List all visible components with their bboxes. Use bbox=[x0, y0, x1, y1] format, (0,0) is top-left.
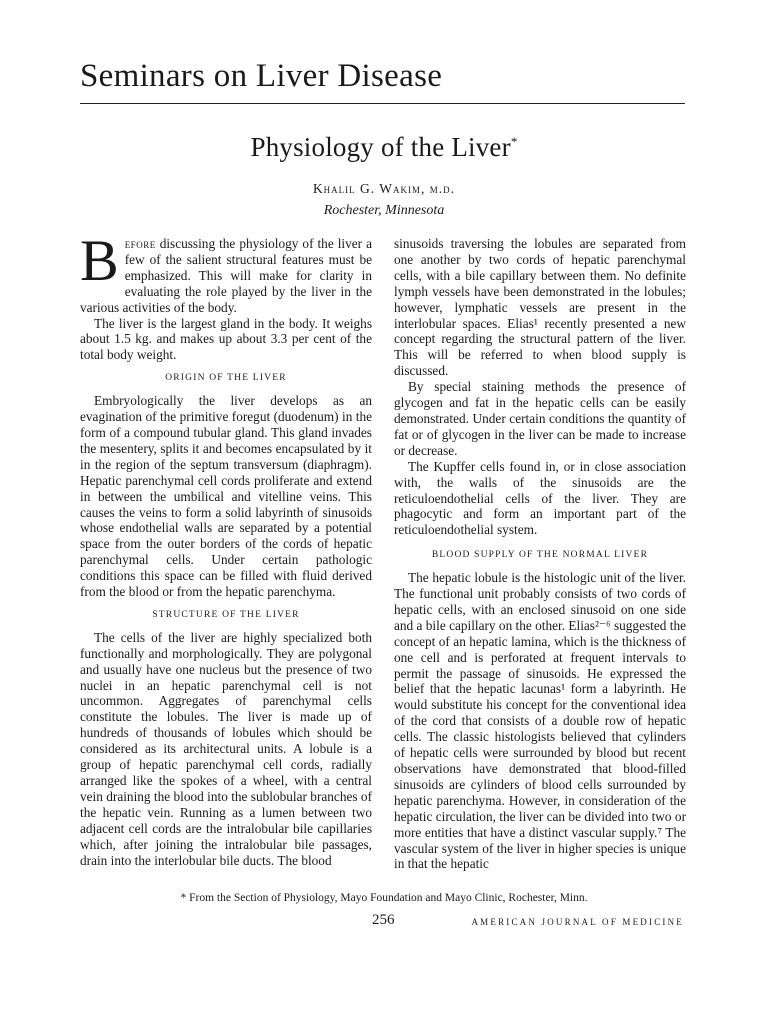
journal-title: Seminars on Liver Disease bbox=[80, 58, 443, 94]
paragraph-kupffer: The Kupffer cells found in, or in close association with, the walls of the sinusoids are the reticuloendothelial cells of the liver. They are phagocytic and form an important part of the reticuloendothelial system. bbox=[394, 458, 686, 538]
lead-word: efore bbox=[124, 236, 156, 251]
title-footnote-mark: * bbox=[510, 134, 518, 149]
article-title bbox=[0, 132, 768, 163]
paragraph-sinusoids: sinusoids traversing the lobules are separated from one another by two cords of hepatic parenchymal cells, with a bile capillary between them. No definite lymph vessels have been demonstrated in the lobules; however, lymphatic vessels are present in the interlobular spaces. Elias¹ recently presented a new concept regarding the structural pattern of the liver. This will be referred to when blood supply is discussed. bbox=[394, 236, 686, 379]
intro-text: discussing the physiology of the liver a few of the salient structural features must be emphasized. This will make for clarity in evaluating the role played by the liver in the various activities of the body. bbox=[80, 236, 372, 315]
drop-cap: B bbox=[80, 228, 119, 293]
paragraph-cells: The cells of the liver are highly specialized both functionally and morphologically. They are polygonal and usually have one nucleus but the presence of two nuclei in an hepatic parenchymal cell is not uncommon. Aggregates of parenchymal cells constitute the lobules. The liver is made up of hundreds of thousands of lobules which should be considered as its architectural units. A lobule is a group of hepatic parenchymal cell cords, radially arranged like the spokes of a wheel, with a central vein draining the blood into the sublobular branches of the hepatic vein. Running as a lumen between two adjacent cell cords are the intralobular bile capillaries which, after joining the intralobular bile passages, drain into the interlobular bile ducts. The blood bbox=[80, 629, 372, 868]
header-rule bbox=[80, 103, 685, 104]
paragraph-liver-size: The liver is the largest gland in the body. It weighs about 1.5 kg. and makes up about 3.3 per cent of the total body weight. bbox=[80, 315, 372, 363]
page-number: 256 bbox=[372, 912, 395, 928]
author-name: Khalil G. Wakim, m.d. bbox=[312, 181, 456, 196]
author-location: Rochester, Minnesota bbox=[323, 203, 445, 218]
section-heading-structure: STRUCTURE OF THE LIVER bbox=[152, 609, 300, 620]
section-heading-origin: ORIGIN OF THE LIVER bbox=[165, 373, 287, 384]
article-title-text: Physiology of the Liver bbox=[250, 132, 511, 162]
footnote: * From the Section of Physiology, Mayo Foundation and Mayo Clinic, Rochester, Minn. bbox=[180, 892, 588, 904]
running-journal-name: AMERICAN JOURNAL OF MEDICINE bbox=[471, 917, 684, 927]
right-column bbox=[394, 236, 686, 872]
paragraph-glycogen: By special staining methods the presence of glycogen and fat in the hepatic cells can be easily demonstrated. Under certain conditions the quantity of fat or of glycogen in the liver can be made to increase or decrease. bbox=[394, 379, 686, 458]
paragraph-embryology: Embryologically the liver develops as an evagination of the primitive foregut (duodenum) in the form of a compound tubular gland. This gland invades the mesentery, splits it and becomes encapsulated by it in the region of the septum transversum (diaphragm). Hepatic parenchymal cell cords proliferate and extend in between the umbilical and vitelline veins. This causes the veins to form a solid labyrinth of sinusoids whose endothelial walls are separated by a potential space from the outer borders of the cords of hepatic parenchymal cells. Under certain pathologic conditions this space can be filled with fluid derived from the blood or from the hepatic parenchyma. bbox=[80, 393, 372, 600]
paragraph-lobule: The hepatic lobule is the histologic unit of the liver. The functional unit probably consists of two cords of hepatic cells, with an enclosed sinusoid on one side and a bile capillary on the other. Elias²⁻⁶ suggested the concept of an hepatic lamina, which is the thickness of one cell and is perforated at frequent intervals to permit the passage of sinusoids. He expressed the belief that the hepatic lacunas¹ form a labyrinth. He would substitute his concept for the conventional idea of the cord that consists of a double row of hepatic cells. The classic histologists believed that cylinders of hepatic cells were surrounded by blood but recent observations have demonstrated that blood-filled sinusoids are cylinders of blood cells surrounded by hepatic parenchyma. However, in consideration of the hepatic circulation, the liver can be divided into two or more entities that have a distinct vascular supply.⁷ The vascular system of the liver in higher species is unique in that the hepatic bbox=[394, 570, 686, 872]
intro-paragraph bbox=[80, 228, 372, 316]
left-column bbox=[80, 228, 372, 868]
author-byline bbox=[0, 181, 768, 197]
section-heading-blood-supply: BLOOD SUPPLY OF THE NORMAL LIVER bbox=[431, 550, 649, 561]
